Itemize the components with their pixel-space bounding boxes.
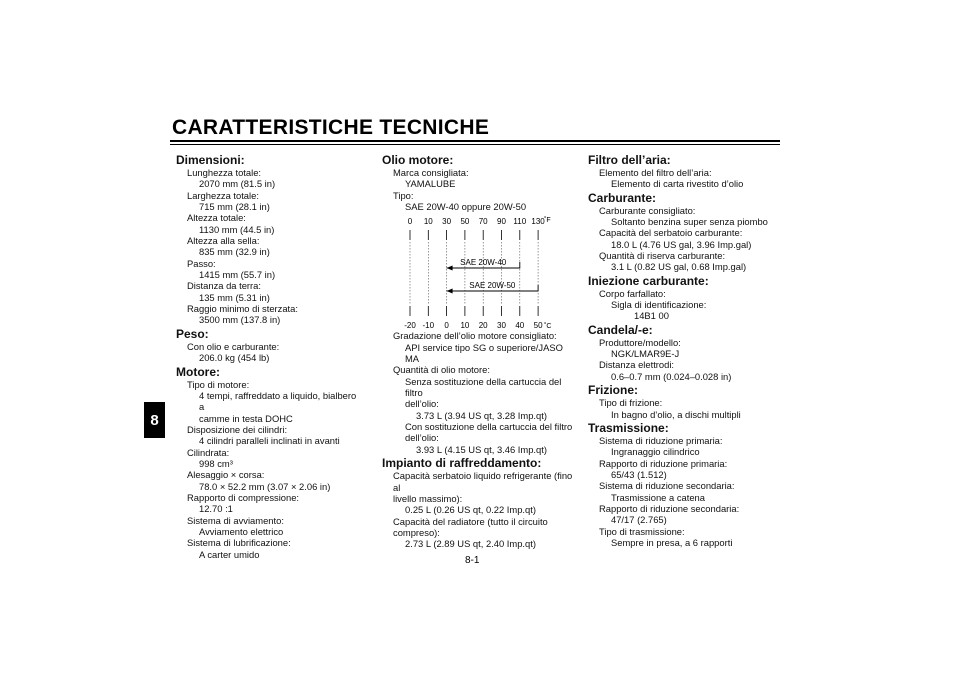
spec-line: 78.0 × 52.2 mm (3.07 × 2.06 in)	[199, 480, 331, 492]
spec-line: NGK/LMAR9E-J	[611, 348, 680, 360]
fahrenheit-tick-label: 50	[460, 217, 470, 227]
spec-line: 3.93 L (4.15 US qt, 3.46 Imp.qt)	[416, 443, 547, 455]
spec-line: Rapporto di riduzione primaria:	[599, 457, 728, 469]
spec-line: Distanza elettrodi:	[599, 359, 675, 371]
spec-line: dell’olio:	[405, 398, 439, 410]
spec-line: Passo:	[187, 257, 216, 269]
fahrenheit-unit: ˚F	[544, 217, 551, 225]
spec-line: Elemento del filtro dell’aria:	[599, 167, 712, 178]
oil-viscosity-chart-svg	[382, 212, 578, 330]
fahrenheit-tick-label: 30	[442, 217, 452, 227]
celsius-tick-label: 50	[533, 321, 543, 331]
spec-line: Gradazione dell’olio motore consigliato:	[393, 330, 557, 342]
spec-line: 12.70 :1	[199, 503, 233, 515]
spec-line: 135 mm (5.31 in)	[199, 291, 270, 303]
fahrenheit-tick-label: 10	[423, 217, 433, 227]
celsius-tick-label: -10	[422, 321, 435, 331]
column-1	[176, 152, 364, 560]
column-2	[382, 152, 578, 550]
engine-oil-section	[382, 153, 578, 212]
spec-line: Altezza totale:	[187, 212, 246, 224]
section-heading: Impianto di raffreddamento:	[382, 456, 542, 471]
spec-line: Distanza da terra:	[187, 280, 261, 292]
spec-line: Soltanto benzina super senza piombo	[611, 216, 768, 228]
spec-line: 65/43 (1.512)	[611, 468, 667, 480]
spec-line: Cilindrata:	[187, 446, 230, 458]
spec-line: YAMALUBE	[405, 178, 456, 190]
spec-line: 206.0 kg (454 lb)	[199, 352, 270, 364]
spec-line: API service tipo SG o superiore/JASO MA	[405, 341, 563, 365]
section-heading: Motore:	[176, 364, 220, 379]
spec-line: Capacità serbatoio liquido refrigerante (fino al	[393, 470, 573, 493]
spec-line: Ingranaggio cilindrico	[611, 446, 700, 458]
spec-line: Quantità di riserva carburante:	[599, 250, 726, 262]
spec-line: 4 tempi, raffreddato a liquido, bialbero a	[199, 389, 357, 413]
spec-line: Marca consigliata:	[393, 167, 469, 178]
fahrenheit-tick-label: 70	[478, 217, 488, 227]
title-rule	[170, 140, 780, 142]
oil-and-cooling-section	[382, 330, 578, 549]
spec-line: SAE 20W-40 oppure 20W-50	[405, 201, 527, 213]
spec-line: Sistema di lubrificazione:	[187, 537, 291, 549]
spec-line: Tipo:	[393, 189, 414, 201]
spec-line: 2.73 L (2.89 US qt, 2.40 Imp.qt)	[405, 538, 536, 550]
fahrenheit-tick-label: 130	[531, 217, 545, 227]
column-3	[588, 152, 780, 548]
spec-line: Altezza alla sella:	[187, 235, 260, 247]
spec-line: 4 cilindri paralleli inclinati in avanti	[199, 435, 340, 447]
title-rule-thin	[170, 144, 780, 145]
spec-line: Rapporto di riduzione secondaria:	[599, 502, 740, 514]
spec-line: 0.25 L (0.26 US qt, 0.22 Imp.qt)	[405, 504, 536, 516]
viscosity-range-arrow	[447, 289, 453, 294]
spec-line: Sempre in presa, a 6 rapporti	[611, 536, 733, 548]
page-number: 8-1	[465, 555, 480, 566]
celsius-tick-label: 10	[460, 321, 470, 331]
spec-line: 14B1 00	[634, 310, 669, 322]
spec-line: 715 mm (28.1 in)	[199, 201, 270, 213]
spec-line: Con sostituzione della cartuccia del filtro	[405, 421, 573, 433]
spec-line: Con olio e carburante:	[187, 340, 280, 352]
spec-line: Capacità del radiatore (tutto il circuito	[393, 515, 548, 527]
spec-line: 3500 mm (137.8 in)	[199, 314, 281, 326]
celsius-tick-label: 30	[497, 321, 506, 331]
spec-line: Alesaggio × corsa:	[187, 469, 265, 481]
spec-line: Produttore/modello:	[599, 336, 681, 348]
spec-line: 18.0 L (4.76 US gal, 3.96 Imp.gal)	[611, 238, 752, 250]
celsius-tick-label: 20	[478, 321, 488, 331]
spec-line: In bagno d’olio, a dischi multipli	[611, 408, 741, 420]
spec-line: 0.6–0.7 mm (0.024–0.028 in)	[611, 370, 732, 382]
spec-line: Sigla di identificazione:	[611, 299, 707, 311]
page-title: CARATTERISTICHE TECNICHE	[172, 116, 490, 139]
series-label: SAE 20W-50	[469, 281, 516, 291]
spec-line: Carburante consigliato:	[599, 204, 696, 216]
spec-line: Tipo di trasmissione:	[599, 525, 685, 537]
section-heading: Iniezione carburante:	[588, 273, 709, 288]
celsius-tick-label: 0	[444, 321, 449, 331]
spec-line: camme in testa DOHC	[199, 412, 293, 424]
oil-viscosity-chart	[382, 212, 578, 330]
section-heading: Trasmissione:	[588, 420, 669, 435]
spec-line: 2070 mm (81.5 in)	[199, 178, 276, 190]
spec-line: 3.73 L (3.94 US qt, 3.28 Imp.qt)	[416, 409, 547, 421]
spec-line: Sistema di riduzione primaria:	[599, 434, 723, 446]
fahrenheit-tick-label: 90	[497, 217, 506, 227]
spec-line: Rapporto di compressione:	[187, 491, 300, 503]
spec-line: livello massimo):	[393, 492, 463, 504]
celsius-tick-label: -20	[404, 321, 416, 331]
fahrenheit-tick-label: 0	[407, 217, 413, 227]
spec-line: 1415 mm (55.7 in)	[199, 269, 276, 281]
spec-line: 1130 mm (44.5 in)	[199, 223, 275, 235]
spec-line: Tipo di frizione:	[599, 397, 663, 409]
spec-line: Capacità del serbatoio carburante:	[599, 227, 743, 239]
section-heading: Olio motore:	[382, 153, 454, 167]
spec-line: 998 cm³	[199, 457, 233, 469]
celsius-unit: ˚C	[544, 323, 552, 331]
celsius-tick-label: 40	[515, 321, 525, 331]
spec-line: Larghezza totale:	[187, 189, 259, 201]
spec-line: Sistema di avviamento:	[187, 514, 284, 526]
spec-line: Raggio minimo di sterzata:	[187, 303, 298, 315]
fahrenheit-tick-label: 110	[513, 217, 527, 227]
spec-line: Sistema di riduzione secondaria:	[599, 480, 735, 492]
spec-line: compreso):	[393, 526, 440, 538]
spec-line: Corpo farfallato:	[599, 287, 666, 299]
spec-line: Senza sostituzione della cartuccia del filtro	[405, 375, 562, 399]
section-heading: Filtro dell’aria:	[588, 153, 671, 167]
section-heading: Candela/-e:	[588, 322, 653, 337]
section-heading: Frizione:	[588, 383, 638, 398]
spec-line: Disposizione dei cilindri:	[187, 423, 288, 435]
spec-line: 3.1 L (0.82 US gal, 0.68 Imp.gal)	[611, 261, 747, 273]
section-heading: Peso:	[176, 326, 209, 341]
series-label: SAE 20W-40	[460, 258, 507, 268]
spec-line: Quantità di olio motore:	[393, 364, 490, 376]
spec-line: A carter umido	[199, 548, 260, 560]
section-heading: Carburante:	[588, 190, 657, 205]
spec-line: Tipo di motore:	[187, 378, 250, 390]
chapter-tab: 8	[144, 402, 165, 438]
spec-line: dell’olio:	[405, 432, 439, 444]
spec-line: Elemento di carta rivestito d’olio	[611, 178, 744, 190]
spec-line: 835 mm (32.9 in)	[199, 246, 270, 258]
spec-line: Avviamento elettrico	[199, 525, 284, 537]
viscosity-range-arrow	[447, 266, 453, 271]
spec-line: Trasmissione a catena	[611, 491, 705, 503]
spec-line: Lunghezza totale:	[187, 167, 262, 178]
spec-line: 47/17 (2.765)	[611, 514, 667, 526]
section-heading: Dimensioni:	[176, 153, 245, 167]
